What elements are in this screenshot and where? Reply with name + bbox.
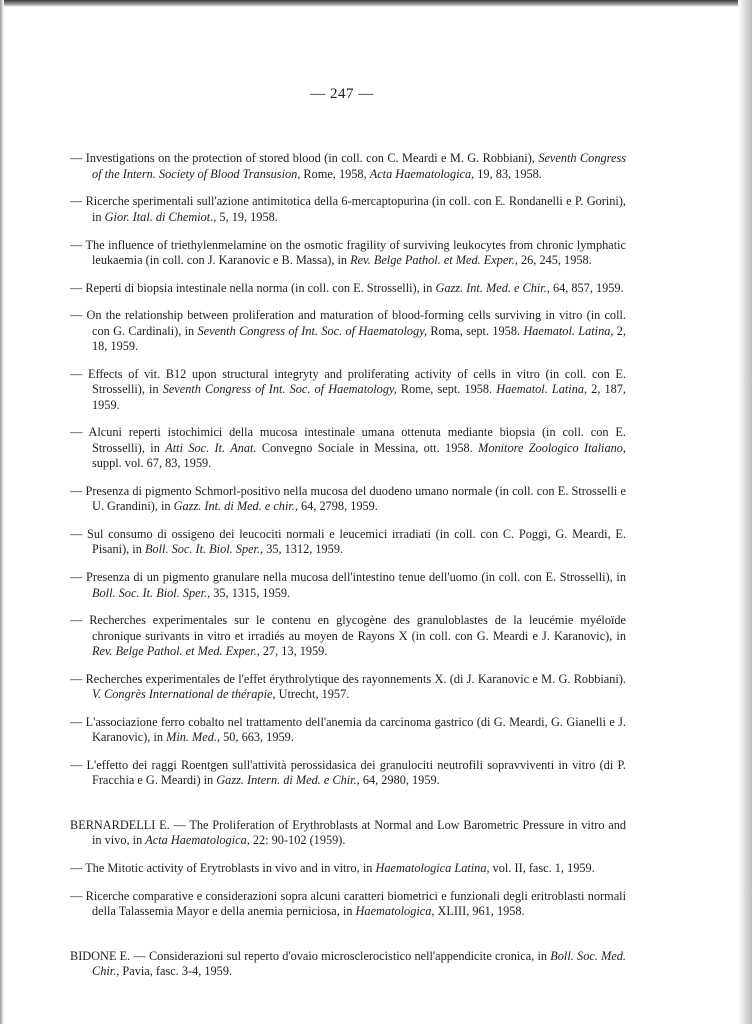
entry-citation: suppl. vol. 67, 83, 1959.	[92, 456, 212, 471]
entry-citation: Convegno Sociale in Messina, ott. 1958.	[256, 440, 479, 455]
bibliography-entry	[70, 570, 626, 601]
bibliography-entry	[70, 151, 626, 182]
entry-prefix: —	[70, 613, 83, 628]
entry-citation: 64, 857, 1959.	[549, 280, 624, 295]
entry-text: The Mitotic activity of Erytroblasts in vivo and in vitro, in	[85, 861, 376, 876]
bibliography-entry	[70, 367, 626, 413]
bibliography-entry	[70, 672, 626, 703]
bibliography-entry	[70, 818, 626, 849]
entry-source: Atti Soc. It. Anat.	[165, 440, 257, 455]
entry-citation: 2, 18, 1959.	[92, 323, 627, 354]
entry-source: Gazz. Int. di Med. e chir.,	[173, 499, 298, 514]
entry-citation: 64, 2980, 1959.	[359, 773, 440, 788]
entry-text: Alcuni reperti istochimici della mucosa intestinale umana ottenuta mediante biopsia (in coll. con E. Strosselli), in	[88, 425, 626, 455]
scan-edge-top	[0, 0, 752, 7]
bibliography-entry	[70, 715, 626, 746]
entry-source: Acta Haematologica,	[369, 166, 475, 181]
entry-text: Presenza di pigmento Schmorl-positivo nella mucosa del duodeno umano normale (in coll. con E. Strosselli e U. Grandini), in	[85, 483, 626, 514]
entry-text: Considerazioni sul reperto d'ovaio microsclerocistico nell'appendicite cronica, in	[148, 948, 551, 963]
entry-source: Seventh Congress of Int. Soc. of Haematology,	[197, 323, 428, 338]
bibliography-entry	[70, 425, 626, 471]
bibliography-entry	[70, 308, 626, 354]
entry-source: Boll. Soc. Med. Chir.,	[92, 948, 627, 979]
entry-prefix: —	[70, 425, 83, 440]
entry-source: Boll. Soc. It. Biol. Sper.,	[144, 542, 264, 557]
publication-list-main	[70, 151, 626, 788]
publication-list-bidone	[70, 949, 626, 980]
entry-source: Rev. Belge Pathol. et Med. Exper.,	[350, 252, 518, 267]
entry-source: V. Congrès International de thérapie,	[92, 687, 276, 702]
entry-citation: Roma, sept. 1958.	[427, 323, 524, 338]
entry-text: Reperti di biopsia intestinale nella norma (in coll. con E. Strosselli), in	[85, 280, 436, 295]
entry-prefix: —	[70, 151, 83, 166]
entry-text: Ricerche sperimentali sull'azione antimitotica della 6-mercaptopurina (in coll. con E. Rondanelli e P. Gorini), in	[85, 194, 626, 224]
bibliography-entry	[70, 484, 626, 515]
entry-citation: 50, 663, 1959.	[220, 730, 294, 745]
entry-prefix: —	[70, 671, 83, 686]
entry-source: Gazz. Intern. di Med. e Chir.,	[216, 773, 360, 788]
entry-source: Rev. Belge Pathol. et Med. Exper.,	[92, 644, 260, 659]
publication-list-bernardelli	[70, 818, 626, 920]
entry-citation: 35, 1312, 1959.	[263, 542, 344, 557]
entry-citation: 19, 83, 1958.	[474, 166, 542, 181]
entry-citation: vol. II, fasc. 1, 1959.	[489, 861, 595, 876]
entry-citation: 64, 2798, 1959.	[297, 499, 378, 514]
entry-source: Boll. Soc. It. Biol. Sper.,	[92, 585, 211, 600]
entry-citation: 26, 245, 1958.	[517, 252, 592, 267]
entry-prefix: —	[70, 526, 83, 541]
bibliography-entry	[70, 238, 626, 269]
bibliography-entry	[70, 281, 626, 296]
entry-prefix: BERNARDELLI E. —	[70, 818, 186, 833]
entry-source: Gazz. Int. Med. e Chir.,	[435, 280, 550, 295]
bibliography-entry	[70, 613, 626, 659]
entry-prefix: —	[70, 483, 83, 498]
entry-text: L'associazione ferro cobalto nel trattamento dell'anemia da carcinoma gastrico (di G. Meardi, G. Gianelli e J. Karanovic), in	[85, 714, 626, 745]
entry-prefix: —	[70, 308, 83, 323]
entry-citation: Pavia, fasc. 3-4, 1959.	[119, 964, 233, 979]
entry-prefix: —	[70, 888, 83, 903]
entry-source: Monitore Zoologico Italiano,	[478, 440, 626, 455]
entry-citation: 5, 19, 1958.	[216, 209, 278, 224]
entry-source: Haematol. Latina,	[496, 382, 588, 397]
entry-text: The Proliferation of Erythroblasts at Normal and Low Barometric Pressure in vitro and in vivo, in	[92, 818, 627, 848]
entry-text: L'effetto dei raggi Roentgen sull'attività perossidasica dei granulociti neutrofili sopravviventi in vitro (di P. Fracchia e G. Meardi) in	[86, 757, 626, 788]
bibliography-entry	[70, 527, 626, 558]
entry-text: Sul consumo di ossigeno dei leucociti normali e leucemici irradiati (in coll. con C. Poggi, G. Meardi, E. Pisani), in	[87, 526, 626, 557]
entry-text: Presenza di un pigmento granulare nella mucosa dell'intestino tenue dell'uomo (in coll. con E. Strosselli), in	[86, 570, 626, 585]
page-number: — 247 —	[310, 86, 374, 102]
entry-source: Haematologica Latina,	[375, 861, 490, 876]
entry-text: Recherches experimentales de l'effet érythrolytique des rayonnements X. (di J. Karanovic e M. G. Robbiani).	[85, 671, 626, 686]
entry-source: Haematologica,	[355, 904, 435, 919]
entry-prefix: —	[70, 237, 83, 252]
section-gap	[70, 794, 626, 806]
entry-text: Investigations on the protection of stored blood (in coll. con C. Meardi e M. G. Robbiani),	[85, 151, 539, 166]
entry-source: Min. Med.,	[166, 730, 221, 745]
entry-prefix: —	[70, 194, 83, 209]
bibliography-entry	[70, 949, 626, 980]
entry-source: Seventh Congress of the Intern. Society of Blood Transusion,	[92, 151, 626, 181]
entry-citation: 22: 90-102 (1959).	[249, 833, 346, 848]
scan-edge-left	[0, 0, 4, 1024]
entry-citation: 2, 187, 1959.	[92, 382, 627, 412]
entry-prefix: —	[70, 366, 83, 381]
entry-prefix: —	[70, 861, 83, 876]
entry-prefix: —	[70, 280, 83, 295]
entry-prefix: —	[70, 570, 83, 585]
entry-prefix: —	[70, 714, 83, 729]
entry-citation: Rome, 1958,	[300, 166, 370, 181]
entry-citation: Utrecht, 1957.	[275, 687, 350, 702]
entry-source: Gior. Ital. di Chemiot.,	[104, 209, 217, 224]
bibliography	[70, 139, 626, 985]
bibliography-entry	[70, 758, 626, 789]
section-gap	[70, 925, 626, 937]
entry-citation: Rome, sept. 1958.	[396, 382, 497, 397]
entry-citation: 27, 13, 1959.	[259, 644, 328, 659]
scan-edge-right	[738, 0, 752, 1024]
entry-text: Effects of vit. B12 upon structural integryty and proliferating activity of cells in vitro (in coll. con E. Strosselli), in	[87, 366, 626, 397]
bibliography-entry	[70, 194, 626, 225]
bibliography-entry	[70, 861, 626, 876]
entry-text: Recherches experimentales sur le contenu en glycogène des granuloblastes de la leucémie myéloïde chronique surivants in vitro et irradiés au moyen de Rayons X (in coll. con G. Meardi e J. Karanovic), in	[89, 613, 627, 643]
entry-citation: 35, 1315, 1959.	[210, 585, 291, 600]
entry-prefix: —	[70, 757, 83, 772]
entry-source: Haematol. Latina,	[523, 323, 614, 338]
entry-text: On the relationship between proliferation and maturation of blood-forming cells surviving in vitro (in coll. con G. Cardinali), in	[86, 308, 626, 338]
entry-text: Ricerche comparative e considerazioni sopra alcuni caratteri biometrici e funzionali degli eritroblasti normali della Talassemia Mayor e della anemia perniciosa, in	[85, 888, 626, 919]
entry-citation: XLIII, 961, 1958.	[434, 904, 525, 919]
entry-prefix: BIDONE E. —	[70, 948, 146, 963]
entry-source: Seventh Congress of Int. Soc. of Haematology,	[162, 382, 397, 397]
entry-text: The influence of triethylenmelamine on the osmotic fragility of surviving leukocytes from chronic lymphatic leukaemia (in coll. con J. Karanovic e B. Massa), in	[85, 237, 626, 267]
bibliography-entry	[70, 889, 626, 920]
entry-source: Acta Haematologica,	[145, 833, 250, 848]
